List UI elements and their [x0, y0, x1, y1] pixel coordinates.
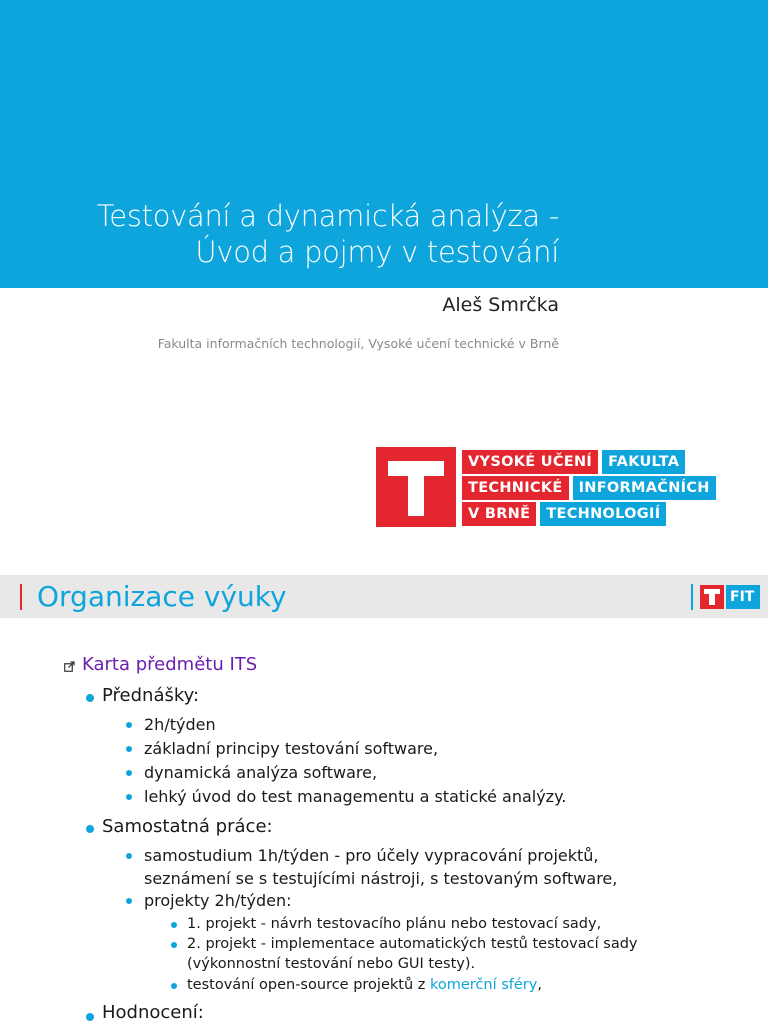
header-red-marker: [20, 584, 22, 610]
logo-row-1: [462, 450, 685, 474]
list-item: Samostatná práce:: [102, 816, 273, 837]
logo-text: INFORMAČNÍCH: [573, 476, 716, 500]
logo-text: FAKULTA: [602, 450, 685, 474]
list-item: 1. projekt - návrh testovacího plánu nebo testovací sady,: [187, 916, 602, 932]
list-item: 2. projekt - implementace automatických testů testovací sady: [187, 936, 638, 952]
vut-fit-logo: [376, 447, 738, 527]
logo-text: V BRNĚ: [462, 502, 536, 526]
logo-row-3: [462, 502, 666, 526]
list-item-continuation: seznámení se s testujícími nástroji, s testovaným software,: [144, 869, 618, 888]
author-name: Aleš Smrčka: [442, 294, 559, 316]
bullet-icon: [171, 922, 177, 928]
slide-title: [97, 198, 559, 270]
fit-logo-mark-icon: [700, 585, 724, 609]
list-item-continuation: (výkonnostní testování nebo GUI testy).: [187, 956, 476, 972]
bullet-icon: [86, 694, 94, 702]
fit-logo: [700, 585, 760, 609]
list-item-text: ,: [537, 977, 542, 993]
list-item: 2h/týden: [144, 715, 216, 734]
bullet-icon: [171, 942, 177, 948]
list-item: dynamická analýza software,: [144, 763, 378, 782]
list-item: Přednášky:: [102, 685, 200, 706]
bullet-icon: [86, 1013, 94, 1021]
logo-row-2: [462, 476, 716, 500]
list-item: projekty 2h/týden:: [144, 891, 292, 910]
bullet-icon: [126, 722, 132, 728]
bullet-icon: [126, 898, 132, 904]
list-item: samostudium 1h/týden - pro účely vypracování projektů,: [144, 846, 599, 865]
course-card-link[interactable]: Karta předmětu ITS: [82, 654, 258, 675]
logo-text: TECHNOLOGIÍ: [540, 502, 666, 526]
commercial-sphere-link[interactable]: komerční sféry: [429, 977, 538, 993]
logo-text: TECHNICKÉ: [462, 476, 569, 500]
slide-heading: Organizace výuky: [37, 580, 287, 613]
external-link-icon[interactable]: [64, 661, 75, 672]
bullet-icon: [126, 746, 132, 752]
bullet-icon: [126, 794, 132, 800]
slide-title-line1: Testování a dynamická analýza -: [96, 199, 559, 233]
slide-title-line2: Úvod a pojmy v testování: [195, 235, 559, 269]
list-item: [187, 977, 542, 993]
logo-text: VYSOKÉ UČENÍ: [462, 450, 598, 474]
vut-logo-mark-icon: [376, 447, 456, 527]
bullet-icon: [171, 983, 177, 989]
list-item: základní principy testování software,: [144, 739, 439, 758]
header-blue-marker: [691, 584, 693, 610]
faculty-name: Fakulta informačních technologií, Vysoké učení technické v Brně: [157, 336, 559, 351]
bullet-icon: [126, 853, 132, 859]
list-item-text: testování open-source projektů z: [187, 977, 430, 993]
list-item: Hodnocení:: [102, 1002, 204, 1023]
list-item: lehký úvod do test managementu a statické analýzy.: [144, 787, 567, 806]
bullet-icon: [86, 825, 94, 833]
bullet-icon: [126, 770, 132, 776]
fit-logo-text: FIT: [726, 585, 760, 609]
